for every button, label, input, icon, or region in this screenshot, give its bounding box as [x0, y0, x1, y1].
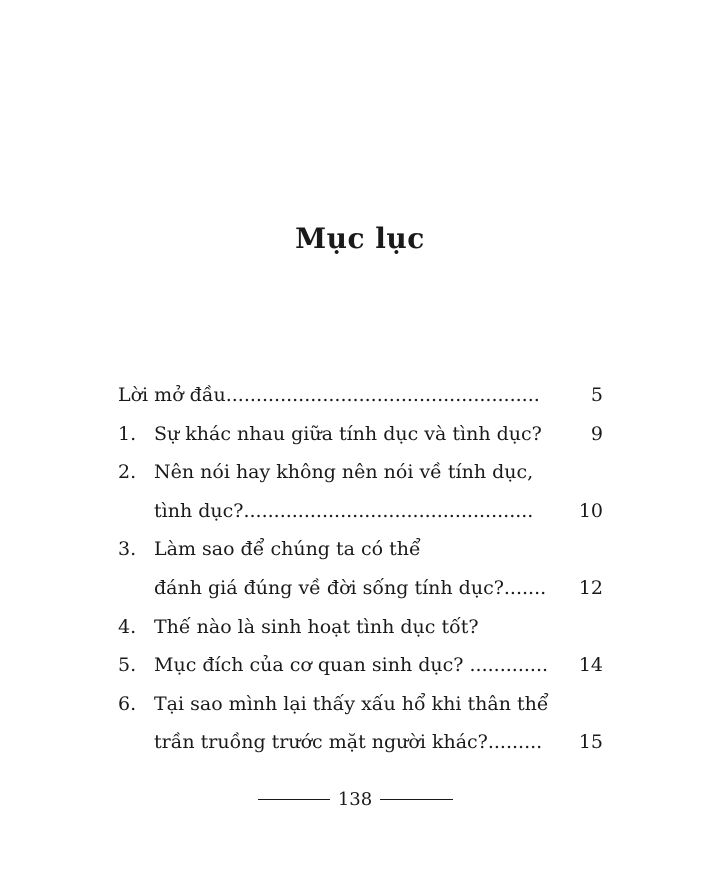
toc-entry-3-continued[interactable]: [118, 569, 603, 608]
toc-entry-number: 5.: [118, 654, 137, 677]
toc-entry-text: Làm sao để chúng ta có thể: [154, 538, 421, 561]
toc-entry-number: 6.: [118, 692, 137, 715]
toc-entry-text: Tại sao mình lại thấy xấu hổ khi thân thể: [154, 692, 549, 715]
toc-entry-6-continued[interactable]: [118, 723, 603, 762]
toc-entry-intro[interactable]: [118, 376, 603, 415]
toc-entry-number: 4.: [118, 615, 137, 638]
toc-entry-text: trần truồng trước mặt người khác?.........: [154, 731, 543, 754]
toc-entry-text: Sự khác nhau giữa tính dục và tình dục?: [154, 422, 542, 445]
toc-entry-3[interactable]: [118, 530, 603, 569]
toc-entry-2-continued[interactable]: [118, 492, 603, 531]
toc-entry-number: 2.: [118, 461, 137, 484]
toc-entry-5[interactable]: [118, 646, 603, 685]
page-title: Mục lục: [295, 222, 425, 255]
toc-page-number: 12: [578, 576, 603, 599]
toc-page-number: 5: [590, 384, 603, 406]
toc-entry-1[interactable]: [118, 415, 603, 454]
toc-entry-2[interactable]: [118, 453, 603, 492]
table-of-contents: [118, 376, 603, 762]
toc-entry-text: Thế nào là sinh hoạt tình dục tốt?: [154, 615, 479, 638]
toc-page-number: 10: [578, 499, 603, 522]
toc-entry-text: đánh giá đúng về đời sống tính dục?.......: [154, 576, 547, 599]
toc-entry-4[interactable]: [118, 608, 603, 647]
toc-page-number: 14: [578, 654, 603, 677]
toc-entry-text: Nên nói hay không nên nói về tính dục,: [154, 461, 534, 484]
toc-entry-text: tình dục?................................................: [154, 499, 534, 522]
toc-entry-number: 1.: [118, 422, 137, 445]
toc-entry-text: Mục đích của cơ quan sinh dục? .............: [154, 654, 549, 677]
footer-rule-left: [258, 799, 330, 800]
footer-rule-right: [380, 799, 453, 800]
toc-entry-text: Lời mở đầu....................................................: [118, 384, 540, 406]
page-number: 138: [337, 789, 373, 810]
toc-entry-number: 3.: [118, 538, 137, 561]
toc-page-number: 15: [578, 731, 603, 754]
toc-entry-6[interactable]: [118, 685, 603, 724]
page-footer: [0, 788, 709, 812]
toc-page-number: 9: [590, 422, 603, 445]
